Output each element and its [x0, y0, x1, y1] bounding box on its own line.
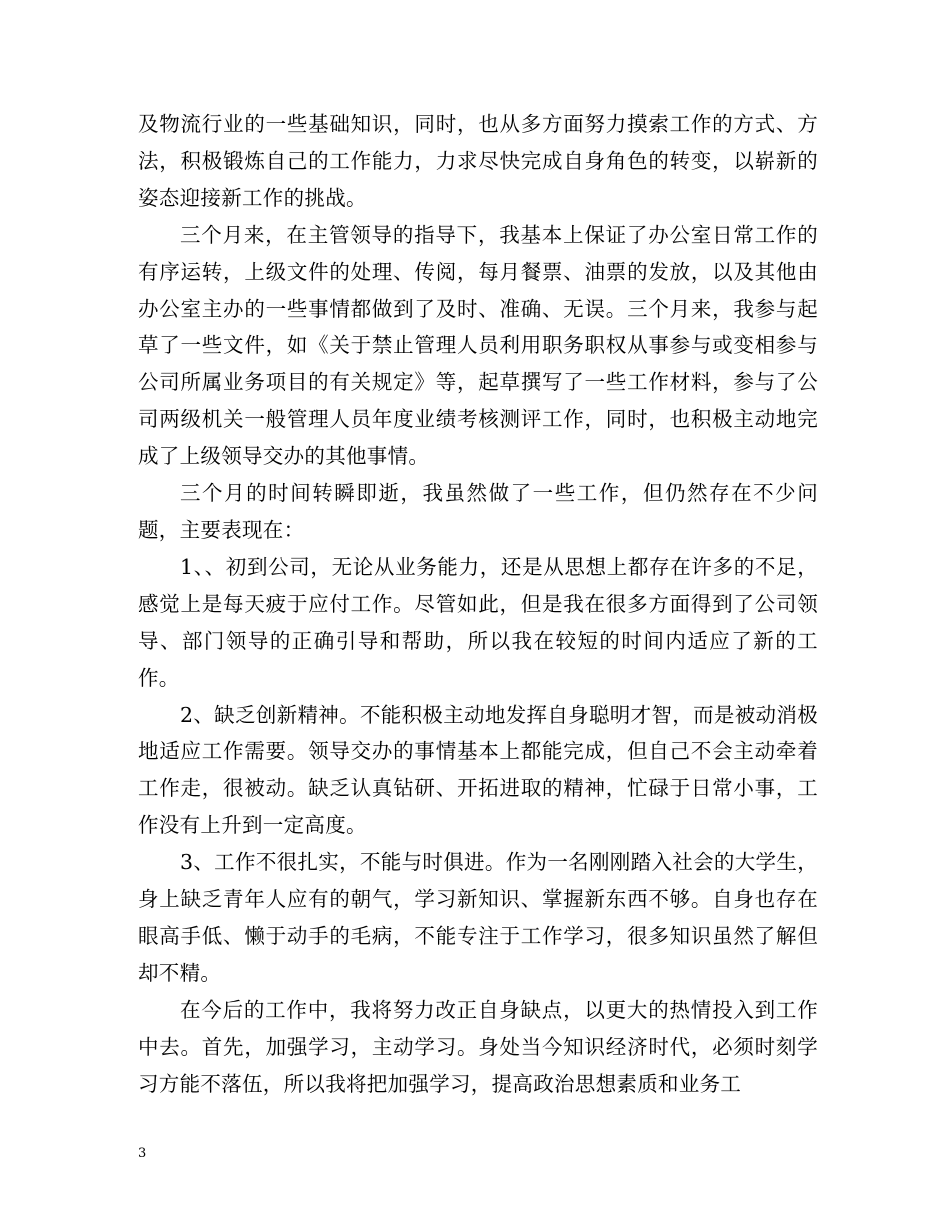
document-body: [138, 106, 818, 1102]
paragraph-1: 及物流行业的一些基础知识，同时，也从多方面努力摸索工作的方式、方法，积极锻炼自己的工作能力，力求尽快完成自身角色的转变，以崭新的姿态迎接新工作的挑战。: [138, 112, 818, 210]
paragraph-7: 在今后的工作中，我将努力改正自身缺点，以更大的热情投入到工作中去。首先，加强学习，主动学习。身处当今知识经济时代，必须时刻学习方能不落伍，所以我将把加强学习，提高政治思想素质和业务工: [138, 997, 818, 1096]
paragraph-5: 2、缺乏创新精神。不能积极主动地发挥自身聪明才智，而是被动消极地适应工作需要。领导交办的事情基本上都能完成，但自己不会主动牵着工作走，很被动。缺乏认真钻研、开拓进取的精神，忙碌于日常小事，工作没有上升到一定高度。: [138, 702, 818, 838]
page-number: 3: [138, 1146, 147, 1161]
paragraph-3: 三个月的时间转瞬即逝，我虽然做了一些工作，但仍然存在不少问题，主要表现在：: [138, 481, 818, 542]
paragraph-6: 3、工作不很扎实，不能与时俱进。作为一名刚刚踏入社会的大学生，身上缺乏青年人应有的朝气，学习新知识、掌握新东西不够。自身也存在眼高手低、懒于动手的毛病，不能专注于工作学习，很多知识虽然了解但却不精。: [138, 850, 818, 985]
paragraph-2: 三个月来，在主管领导的指导下，我基本上保证了办公室日常工作的有序运转，上级文件的处理、传阅，每月餐票、油票的发放，以及其他由办公室主办的一些事情都做到了及时、准确、无误。三个月来，我参与起草了一些文件，如《关于禁止管理人员利用职务职权从事参与或变相参与公司所属业务项目的有关规定》等，起草撰写了一些工作材料，参与了公司两级机关一般管理人员年度业绩考核测评工作，同时，也积极主动地完成了上级领导交办的其他事情。: [138, 222, 818, 469]
paragraph-4: 1、、初到公司，无论从业务能力，还是从思想上都存在许多的不足，感觉上是每天疲于应付工作。尽管如此，但是我在很多方面得到了公司领导、部门领导的正确引导和帮助，所以我在较短的时间内适应了新的工作。: [138, 554, 818, 690]
